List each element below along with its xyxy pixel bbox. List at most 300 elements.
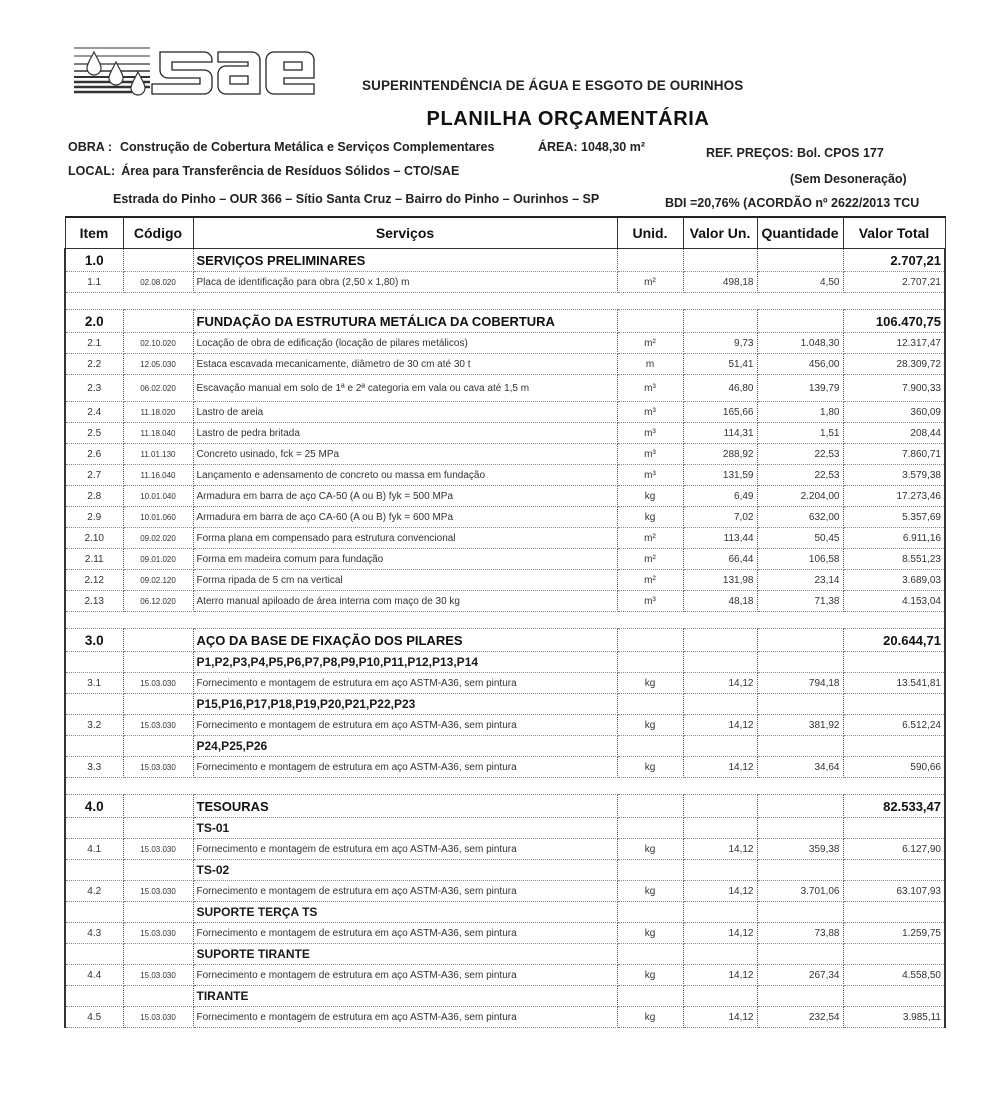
- cell-unid: [617, 944, 683, 965]
- table-row: [65, 923, 945, 944]
- cell-quantidade: [757, 629, 843, 652]
- cell-item: 2.13: [65, 591, 123, 612]
- cell-quantidade: 22,53: [757, 465, 843, 486]
- cell-codigo: 15.03.030: [123, 839, 193, 860]
- cell-valor-total: 20.644,71: [843, 629, 945, 652]
- cell-valor-un: [683, 902, 757, 923]
- cell-item: 2.10: [65, 528, 123, 549]
- cell-servico: Concreto usinado, fck = 25 MPa: [193, 444, 617, 465]
- section-row: [65, 795, 945, 818]
- cell-servico: Lastro de areia: [193, 402, 617, 423]
- cell-quantidade: [757, 652, 843, 673]
- cell-codigo: [123, 310, 193, 333]
- area-value: ÁREA: 1048,30 m²: [538, 140, 645, 154]
- cell-quantidade: [757, 986, 843, 1007]
- cell-valor-un: [683, 629, 757, 652]
- cell-valor-un: 14,12: [683, 1007, 757, 1028]
- cell-valor-total: 6.127,90: [843, 839, 945, 860]
- cell-valor-total: 208,44: [843, 423, 945, 444]
- cell-valor-un: 114,31: [683, 423, 757, 444]
- budget-table-body: [65, 249, 945, 1028]
- cell-codigo: 15.03.030: [123, 923, 193, 944]
- cell-quantidade: [757, 902, 843, 923]
- cell-valor-un: [683, 986, 757, 1007]
- cell-valor-un: [683, 652, 757, 673]
- cell-unid: m²: [617, 272, 683, 293]
- cell-valor-un: 131,98: [683, 570, 757, 591]
- table-row: [65, 570, 945, 591]
- cell-quantidade: 1,80: [757, 402, 843, 423]
- cell-valor-total: 1.259,75: [843, 923, 945, 944]
- cell-item: 4.4: [65, 965, 123, 986]
- empty-cell: [843, 778, 945, 795]
- cell-servico: Fornecimento e montagem de estrutura em aço ASTM-A36, sem pintura: [193, 757, 617, 778]
- cell-codigo: 15.03.030: [123, 673, 193, 694]
- cell-unid: kg: [617, 757, 683, 778]
- cell-servico: Lançamento e adensamento de concreto ou massa em fundação: [193, 465, 617, 486]
- cell-unid: kg: [617, 965, 683, 986]
- cell-valor-total: 590,66: [843, 757, 945, 778]
- cell-valor-total: [843, 986, 945, 1007]
- cell-servico: P24,P25,P26: [193, 736, 617, 757]
- cell-valor-un: 14,12: [683, 923, 757, 944]
- cell-unid: [617, 310, 683, 333]
- cell-codigo: [123, 736, 193, 757]
- cell-codigo: 12.05.030: [123, 354, 193, 375]
- empty-cell: [683, 293, 757, 310]
- organization-name: SUPERINTENDÊNCIA DE ÁGUA E ESGOTO DE OURINHOS: [362, 78, 744, 93]
- empty-cell: [65, 293, 123, 310]
- cell-quantidade: [757, 860, 843, 881]
- cell-valor-un: 46,80: [683, 375, 757, 402]
- cell-unid: m³: [617, 423, 683, 444]
- cell-valor-total: 8.551,23: [843, 549, 945, 570]
- cell-quantidade: [757, 736, 843, 757]
- cell-item: 3.1: [65, 673, 123, 694]
- cell-valor-un: 113,44: [683, 528, 757, 549]
- cell-servico: Fornecimento e montagem de estrutura em aço ASTM-A36, sem pintura: [193, 1007, 617, 1028]
- cell-valor-total: [843, 652, 945, 673]
- empty-cell: [683, 778, 757, 795]
- cell-codigo: 15.03.030: [123, 715, 193, 736]
- cell-item: [65, 694, 123, 715]
- empty-cell: [617, 293, 683, 310]
- cell-valor-total: [843, 736, 945, 757]
- column-header-valor-total: Valor Total: [843, 217, 945, 249]
- cell-servico: Fornecimento e montagem de estrutura em aço ASTM-A36, sem pintura: [193, 881, 617, 902]
- cell-unid: kg: [617, 486, 683, 507]
- cell-servico: TS-02: [193, 860, 617, 881]
- cell-item: 2.4: [65, 402, 123, 423]
- table-row: [65, 507, 945, 528]
- cell-codigo: 15.03.030: [123, 1007, 193, 1028]
- cell-valor-un: 14,12: [683, 757, 757, 778]
- table-row: [65, 715, 945, 736]
- cell-codigo: 11.18.040: [123, 423, 193, 444]
- cell-valor-un: 14,12: [683, 673, 757, 694]
- cell-item: [65, 902, 123, 923]
- table-row: [65, 444, 945, 465]
- cell-servico: Placa de identificação para obra (2,50 x 1,80) m: [193, 272, 617, 293]
- cell-item: 2.9: [65, 507, 123, 528]
- cell-valor-total: [843, 818, 945, 839]
- cell-codigo: [123, 249, 193, 272]
- table-row: [65, 528, 945, 549]
- cell-quantidade: [757, 795, 843, 818]
- cell-servico: Forma em madeira comum para fundação: [193, 549, 617, 570]
- cell-item: 3.2: [65, 715, 123, 736]
- cell-quantidade: 359,38: [757, 839, 843, 860]
- cell-valor-un: 6,49: [683, 486, 757, 507]
- cell-servico: TESOURAS: [193, 795, 617, 818]
- column-header-servicos: Serviços: [193, 217, 617, 249]
- cell-item: 1.0: [65, 249, 123, 272]
- cell-servico: SUPORTE TIRANTE: [193, 944, 617, 965]
- cell-valor-un: 9,73: [683, 333, 757, 354]
- cell-valor-total: 3.985,11: [843, 1007, 945, 1028]
- cell-item: 2.11: [65, 549, 123, 570]
- cell-valor-total: [843, 860, 945, 881]
- cell-unid: m³: [617, 591, 683, 612]
- cell-item: [65, 860, 123, 881]
- cell-servico: Forma ripada de 5 cm na vertical: [193, 570, 617, 591]
- cell-unid: kg: [617, 1007, 683, 1028]
- cell-unid: m³: [617, 375, 683, 402]
- cell-valor-un: 14,12: [683, 839, 757, 860]
- bdi-note: BDI =20,76% (ACORDÃO nº 2622/2013 TCU: [665, 196, 920, 210]
- cell-quantidade: 794,18: [757, 673, 843, 694]
- cell-codigo: 15.03.030: [123, 965, 193, 986]
- cell-codigo: 15.03.030: [123, 757, 193, 778]
- cell-unid: [617, 795, 683, 818]
- obra-value: Construção de Cobertura Metálica e Serviços Complementares: [119, 140, 495, 154]
- cell-valor-un: 51,41: [683, 354, 757, 375]
- table-row: [65, 549, 945, 570]
- cell-servico: Forma plana em compensado para estrutura convencional: [193, 528, 617, 549]
- table-row: [65, 423, 945, 444]
- empty-cell: [65, 778, 123, 795]
- cell-item: [65, 736, 123, 757]
- cell-quantidade: 106,58: [757, 549, 843, 570]
- cell-codigo: [123, 860, 193, 881]
- cell-valor-total: 7.860,71: [843, 444, 945, 465]
- cell-valor-total: 4.558,50: [843, 965, 945, 986]
- empty-cell: [757, 293, 843, 310]
- cell-item: 2.12: [65, 570, 123, 591]
- cell-item: 1.1: [65, 272, 123, 293]
- cell-valor-total: 6.911,16: [843, 528, 945, 549]
- cell-servico: Fornecimento e montagem de estrutura em aço ASTM-A36, sem pintura: [193, 673, 617, 694]
- cell-quantidade: 4,50: [757, 272, 843, 293]
- cell-item: 2.8: [65, 486, 123, 507]
- cell-codigo: [123, 629, 193, 652]
- cell-quantidade: 22,53: [757, 444, 843, 465]
- cell-servico: Armadura em barra de aço CA-50 (A ou B) fyk = 500 MPa: [193, 486, 617, 507]
- cell-codigo: 06.12.020: [123, 591, 193, 612]
- table-row: [65, 591, 945, 612]
- cell-unid: [617, 736, 683, 757]
- cell-item: 3.0: [65, 629, 123, 652]
- desoneracao-note: (Sem Desoneração): [790, 172, 907, 186]
- cell-quantidade: 50,45: [757, 528, 843, 549]
- cell-quantidade: 2.204,00: [757, 486, 843, 507]
- empty-cell: [123, 293, 193, 310]
- cell-valor-un: [683, 249, 757, 272]
- empty-cell: [843, 612, 945, 629]
- cell-codigo: [123, 944, 193, 965]
- cell-servico: TS-01: [193, 818, 617, 839]
- cell-servico: Lastro de pedra britada: [193, 423, 617, 444]
- cell-valor-un: 288,92: [683, 444, 757, 465]
- cell-valor-total: 2.707,21: [843, 249, 945, 272]
- cell-quantidade: 267,34: [757, 965, 843, 986]
- subheading-row: [65, 944, 945, 965]
- cell-item: 2.7: [65, 465, 123, 486]
- cell-valor-un: 7,02: [683, 507, 757, 528]
- cell-unid: kg: [617, 923, 683, 944]
- cell-quantidade: [757, 944, 843, 965]
- cell-quantidade: 73,88: [757, 923, 843, 944]
- cell-valor-un: [683, 694, 757, 715]
- empty-cell: [757, 612, 843, 629]
- reference-prices: REF. PREÇOS: Bol. CPOS 177: [706, 146, 884, 160]
- subheading-row: [65, 694, 945, 715]
- cell-item: 4.2: [65, 881, 123, 902]
- cell-valor-total: 4.153,04: [843, 591, 945, 612]
- cell-quantidade: [757, 249, 843, 272]
- empty-cell: [683, 612, 757, 629]
- cell-quantidade: 232,54: [757, 1007, 843, 1028]
- budget-table: [64, 216, 946, 1028]
- column-header-codigo: Código: [123, 217, 193, 249]
- subheading-row: [65, 736, 945, 757]
- table-row: [65, 333, 945, 354]
- cell-valor-total: 2.707,21: [843, 272, 945, 293]
- cell-valor-un: 66,44: [683, 549, 757, 570]
- table-row: [65, 402, 945, 423]
- cell-quantidade: 23,14: [757, 570, 843, 591]
- cell-valor-un: 498,18: [683, 272, 757, 293]
- cell-valor-total: 3.689,03: [843, 570, 945, 591]
- cell-servico: P15,P16,P17,P18,P19,P20,P21,P22,P23: [193, 694, 617, 715]
- table-row: [65, 881, 945, 902]
- table-row: [65, 354, 945, 375]
- cell-quantidade: [757, 310, 843, 333]
- cell-servico: Fornecimento e montagem de estrutura em aço ASTM-A36, sem pintura: [193, 715, 617, 736]
- cell-valor-un: 48,18: [683, 591, 757, 612]
- table-header-row: [65, 217, 945, 249]
- cell-unid: m³: [617, 465, 683, 486]
- table-row: [65, 757, 945, 778]
- cell-item: [65, 944, 123, 965]
- empty-cell: [617, 612, 683, 629]
- cell-quantidade: 139,79: [757, 375, 843, 402]
- cell-item: [65, 818, 123, 839]
- cell-codigo: 11.01.130: [123, 444, 193, 465]
- cell-codigo: 06.02.020: [123, 375, 193, 402]
- empty-cell: [843, 293, 945, 310]
- subheading-row: [65, 902, 945, 923]
- cell-unid: kg: [617, 715, 683, 736]
- cell-valor-un: [683, 860, 757, 881]
- cell-servico: SUPORTE TERÇA TS: [193, 902, 617, 923]
- table-row: [65, 272, 945, 293]
- cell-unid: m²: [617, 528, 683, 549]
- cell-valor-un: 131,59: [683, 465, 757, 486]
- cell-unid: kg: [617, 507, 683, 528]
- cell-unid: m: [617, 354, 683, 375]
- cell-valor-un: [683, 944, 757, 965]
- cell-codigo: 11.16.040: [123, 465, 193, 486]
- cell-servico: Fornecimento e montagem de estrutura em aço ASTM-A36, sem pintura: [193, 923, 617, 944]
- cell-servico: AÇO DA BASE DE FIXAÇÃO DOS PILARES: [193, 629, 617, 652]
- subheading-row: [65, 986, 945, 1007]
- column-header-item: Item: [65, 217, 123, 249]
- local-label: LOCAL:: [68, 164, 116, 178]
- local-line: [68, 164, 459, 178]
- water-drop-icons: [87, 52, 145, 95]
- table-row: [65, 839, 945, 860]
- cell-codigo: 09.01.020: [123, 549, 193, 570]
- cell-valor-total: 6.512,24: [843, 715, 945, 736]
- empty-cell: [123, 612, 193, 629]
- cell-codigo: 11.18.020: [123, 402, 193, 423]
- cell-servico: Aterro manual apiloado de área interna com maço de 30 kg: [193, 591, 617, 612]
- cell-item: 2.2: [65, 354, 123, 375]
- cell-valor-un: [683, 795, 757, 818]
- empty-cell: [617, 778, 683, 795]
- cell-codigo: [123, 986, 193, 1007]
- cell-unid: [617, 986, 683, 1007]
- cell-unid: [617, 249, 683, 272]
- table-row: [65, 673, 945, 694]
- cell-unid: m²: [617, 333, 683, 354]
- sae-logo: [72, 44, 317, 100]
- cell-valor-total: 5.357,69: [843, 507, 945, 528]
- cell-servico: FUNDAÇÃO DA ESTRUTURA METÁLICA DA COBERTURA: [193, 310, 617, 333]
- cell-item: 2.1: [65, 333, 123, 354]
- cell-unid: kg: [617, 839, 683, 860]
- cell-codigo: 15.03.030: [123, 881, 193, 902]
- spacer-row: [65, 293, 945, 310]
- cell-valor-total: 82.533,47: [843, 795, 945, 818]
- column-header-unid: Unid.: [617, 217, 683, 249]
- cell-servico: Armadura em barra de aço CA-60 (A ou B) fyk = 600 MPa: [193, 507, 617, 528]
- cell-item: 4.5: [65, 1007, 123, 1028]
- cell-item: 4.1: [65, 839, 123, 860]
- document-title: PLANILHA ORÇAMENTÁRIA: [426, 108, 710, 130]
- spacer-row: [65, 778, 945, 795]
- cell-servico: P1,P2,P3,P4,P5,P6,P7,P8,P9,P10,P11,P12,P13,P14: [193, 652, 617, 673]
- cell-unid: [617, 902, 683, 923]
- cell-valor-un: 14,12: [683, 715, 757, 736]
- empty-cell: [757, 778, 843, 795]
- table-row: [65, 1007, 945, 1028]
- cell-valor-total: [843, 902, 945, 923]
- empty-cell: [193, 293, 617, 310]
- cell-quantidade: 71,38: [757, 591, 843, 612]
- cell-codigo: [123, 902, 193, 923]
- cell-valor-total: 17.273,46: [843, 486, 945, 507]
- cell-valor-un: 165,66: [683, 402, 757, 423]
- cell-unid: kg: [617, 881, 683, 902]
- subheading-row: [65, 652, 945, 673]
- cell-item: [65, 652, 123, 673]
- cell-servico: Escavação manual em solo de 1ª e 2ª categoria em vala ou cava até 1,5 m: [193, 375, 617, 402]
- cell-codigo: 10.01.060: [123, 507, 193, 528]
- table-row: [65, 965, 945, 986]
- cell-unid: m³: [617, 444, 683, 465]
- cell-codigo: [123, 818, 193, 839]
- cell-valor-total: 106.470,75: [843, 310, 945, 333]
- cell-quantidade: 3.701,06: [757, 881, 843, 902]
- cell-unid: [617, 652, 683, 673]
- cell-servico: Estaca escavada mecanicamente, diâmetro de 30 cm até 30 t: [193, 354, 617, 375]
- obra-label: OBRA :: [68, 140, 112, 154]
- cell-codigo: 09.02.120: [123, 570, 193, 591]
- table-row: [65, 486, 945, 507]
- cell-valor-total: 63.107,93: [843, 881, 945, 902]
- address: Estrada do Pinho – OUR 366 – Sítio Santa Cruz – Bairro do Pinho – Ourinhos – SP: [113, 192, 600, 206]
- cell-quantidade: 632,00: [757, 507, 843, 528]
- cell-valor-un: [683, 736, 757, 757]
- column-header-quantidade: Quantidade: [757, 217, 843, 249]
- cell-quantidade: [757, 818, 843, 839]
- obra-line: [68, 140, 494, 154]
- cell-quantidade: 1.048,30: [757, 333, 843, 354]
- cell-unid: m²: [617, 570, 683, 591]
- cell-servico: TIRANTE: [193, 986, 617, 1007]
- cell-item: 2.0: [65, 310, 123, 333]
- cell-unid: [617, 818, 683, 839]
- cell-valor-total: 13.541,81: [843, 673, 945, 694]
- table-row: [65, 465, 945, 486]
- sae-lettering-icon: [152, 52, 314, 94]
- cell-servico: SERVIÇOS PRELIMINARES: [193, 249, 617, 272]
- cell-item: 4.3: [65, 923, 123, 944]
- empty-cell: [193, 612, 617, 629]
- cell-quantidade: 1,51: [757, 423, 843, 444]
- cell-codigo: 02.10.020: [123, 333, 193, 354]
- cell-codigo: 02.08.020: [123, 272, 193, 293]
- cell-item: 2.5: [65, 423, 123, 444]
- cell-quantidade: [757, 694, 843, 715]
- subheading-row: [65, 860, 945, 881]
- local-value: Área para Transferência de Resíduos Sólidos – CTO/SAE: [121, 164, 460, 178]
- cell-unid: [617, 860, 683, 881]
- table-row: [65, 375, 945, 402]
- cell-item: [65, 986, 123, 1007]
- cell-quantidade: 34,64: [757, 757, 843, 778]
- cell-valor-total: 3.579,38: [843, 465, 945, 486]
- column-header-valor-un: Valor Un.: [683, 217, 757, 249]
- cell-codigo: 10.01.040: [123, 486, 193, 507]
- cell-codigo: [123, 795, 193, 818]
- cell-codigo: [123, 652, 193, 673]
- cell-servico: Fornecimento e montagem de estrutura em aço ASTM-A36, sem pintura: [193, 965, 617, 986]
- cell-unid: [617, 629, 683, 652]
- spacer-row: [65, 612, 945, 629]
- section-row: [65, 629, 945, 652]
- cell-valor-total: 7.900,33: [843, 375, 945, 402]
- cell-unid: m³: [617, 402, 683, 423]
- cell-unid: [617, 694, 683, 715]
- cell-quantidade: 456,00: [757, 354, 843, 375]
- empty-cell: [65, 612, 123, 629]
- cell-valor-un: [683, 310, 757, 333]
- section-row: [65, 249, 945, 272]
- cell-valor-total: 12.317,47: [843, 333, 945, 354]
